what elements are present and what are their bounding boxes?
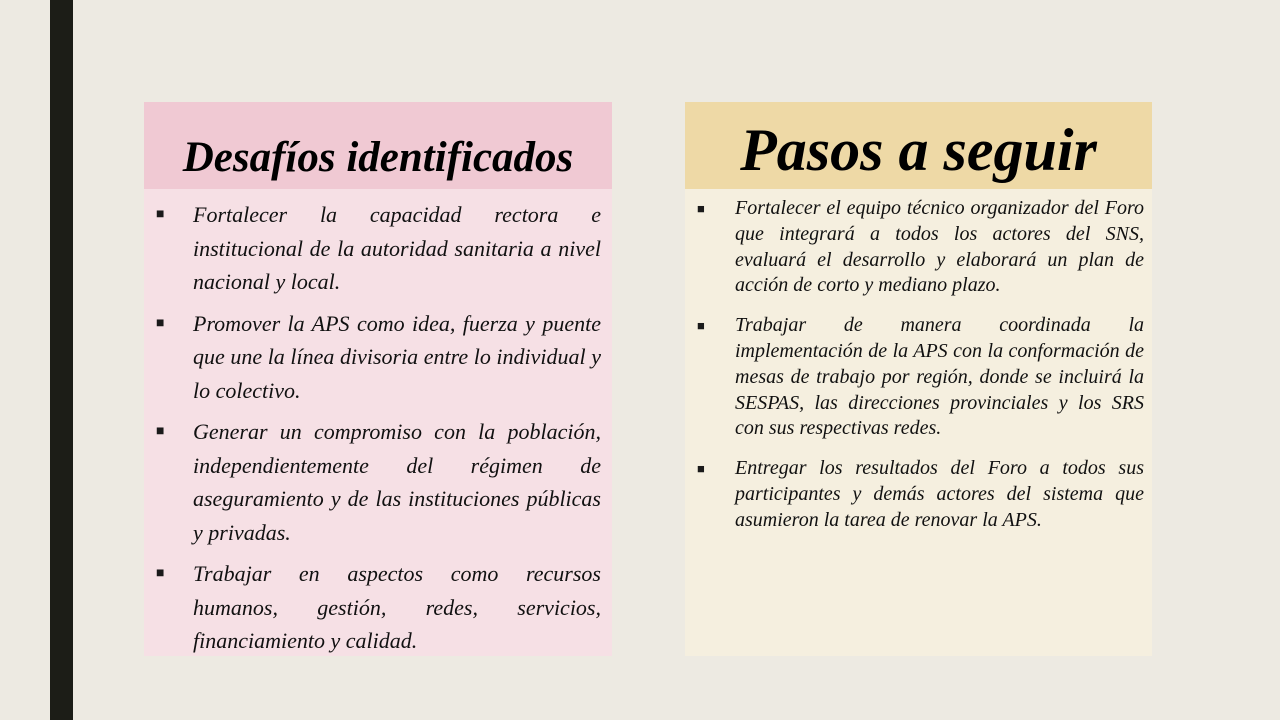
challenges-panel <box>144 102 612 656</box>
list-item-text: Promover la APS como idea, fuerza y puente que une la línea divisoria entre lo individual y lo colectivo. <box>193 310 601 403</box>
square-bullet-icon: ■ <box>156 424 165 439</box>
square-bullet-icon: ■ <box>697 201 705 216</box>
list-item <box>697 196 1144 299</box>
list-item-text: Generar un compromiso con la población, independientemente del régimen de aseguramiento y de las instituciones públicas y privadas. <box>193 419 601 545</box>
square-bullet-icon: ■ <box>697 461 705 477</box>
list-item <box>156 307 601 408</box>
side-accent-bar <box>50 0 73 720</box>
challenges-title: Desafíos identificados <box>144 102 612 189</box>
square-bullet-icon: ■ <box>156 315 165 331</box>
list-item-text: Fortalecer la capacidad rectora e institucional de la autoridad sanitaria a nivel nacional y local. <box>193 202 601 294</box>
list-item <box>156 557 601 658</box>
challenges-list <box>156 198 601 666</box>
list-item <box>697 313 1144 442</box>
list-item-text: Entregar los resultados del Foro a todos sus participantes y demás actores del sistema que asumieron la tarea de renovar la APS. <box>735 457 1144 531</box>
list-item-text: Trabajar de manera coordinada la implementación de la APS con la conformación de mesas de trabajo por región, donde se incluirá la SESPAS, las direcciones provinciales y los SRS con sus respectivas redes. <box>735 314 1144 440</box>
square-bullet-icon: ■ <box>156 566 165 581</box>
next-steps-title: Pasos a seguir <box>685 102 1152 189</box>
square-bullet-icon: ■ <box>156 207 165 222</box>
next-steps-list <box>697 196 1144 548</box>
square-bullet-icon: ■ <box>697 318 705 334</box>
list-item-text: Fortalecer el equipo técnico organizador del Foro que integrará a todos los actores del SNS, evaluará el desarrollo y elaborará un plan de acción de corto y mediano plazo. <box>735 197 1144 297</box>
list-item-text: Trabajar en aspectos como recursos humanos, gestión, redes, servicios, financiamiento y calidad. <box>193 561 601 653</box>
next-steps-panel <box>685 102 1152 656</box>
list-item <box>156 415 601 549</box>
list-item <box>156 198 601 299</box>
list-item <box>697 456 1144 533</box>
